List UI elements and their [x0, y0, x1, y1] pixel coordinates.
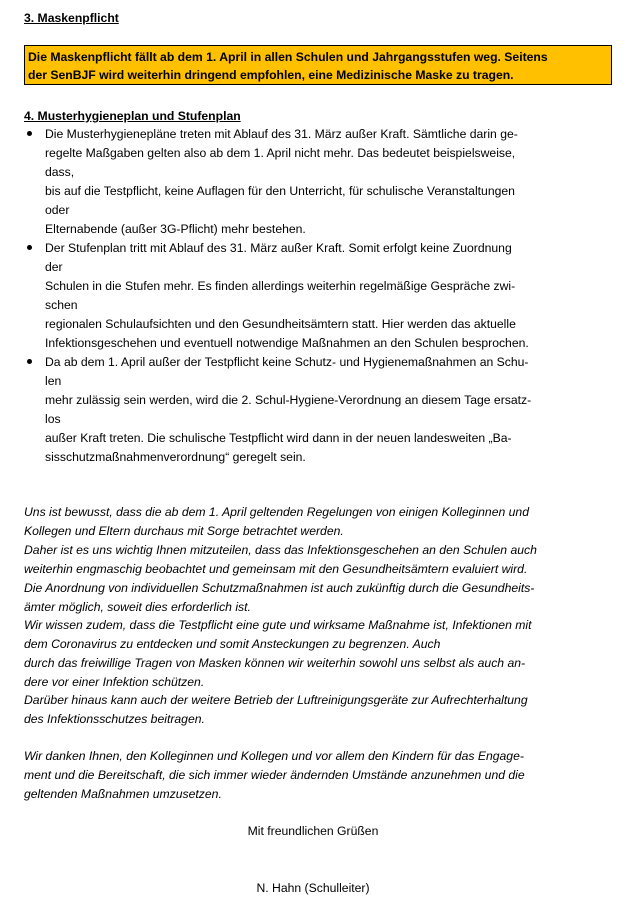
section-4-line: Schulen in die Stufen mehr. Es finden allerdings weiterhin regelmäßige Gespräche zwi- [45, 279, 516, 293]
bullet-marker [27, 359, 32, 364]
section-4-line: regionalen Schulaufsichten und den Gesundheitsämtern statt. Hier werden das aktuelle [45, 317, 516, 331]
bullet-marker [27, 131, 32, 136]
section-3-heading: 3. Maskenpflicht [24, 11, 119, 25]
mask-notice-box [24, 45, 612, 85]
thanks-line: geltenden Maßnahmen umzusetzen. [24, 787, 222, 801]
section-4-line: oder [45, 203, 70, 217]
section-4-line: sisschutzmaßnahmenverordnung“ geregelt sein. [45, 450, 306, 464]
section-4-line: schen [45, 298, 78, 312]
section-4-line: len [45, 374, 62, 388]
section-4-line: Die Musterhygienepläne treten mit Ablauf des 31. März außer Kraft. Sämtliche darin ge- [45, 127, 518, 141]
section-4-heading: 4. Musterhygieneplan und Stufenplan [24, 109, 241, 123]
closing-line: dem Coronavirus zu entdecken und somit Ansteckungen zu begrenzen. Auch [24, 637, 441, 651]
closing-line: dere vor einer Infektion schützen. [24, 675, 205, 689]
thanks-line: Wir danken Ihnen, den Kolleginnen und Kollegen und vor allem den Kindern für das Engage- [24, 749, 524, 763]
section-4-line: los [45, 412, 61, 426]
section-4-line: Der Stufenplan tritt mit Ablauf des 31. März außer Kraft. Somit erfolgt keine Zuordnung [45, 241, 512, 255]
closing-line: Darüber hinaus kann auch der weitere Betrieb der Luftreinigungsgeräte zur Aufrechterhaltung [24, 693, 528, 707]
notice-line: Die Maskenpflicht fällt ab dem 1. April in allen Schulen und Jahrgangsstufen weg. Seitens [28, 50, 548, 64]
section-4-line: Infektionsgeschehen und eventuell notwendige Maßnahmen an den Schulen besprochen. [45, 336, 529, 350]
section-4-line: der [45, 260, 63, 274]
closing-line: durch das freiwillige Tragen von Masken können wir weiterhin sowohl uns selbst als auch an- [24, 656, 526, 670]
section-4-line: dass, [45, 165, 75, 179]
bullet-marker [27, 245, 32, 250]
section-4-line: mehr zulässig sein werden, wird die 2. Schul-Hygiene-Verordnung an diesem Tage ersatz- [45, 393, 532, 407]
closing-line: ämter möglich, soweit dies erforderlich ist. [24, 600, 251, 614]
notice-line: der SenBJF wird weiterhin dringend empfohlen, eine Medizinische Maske zu tragen. [28, 68, 514, 82]
closing-line: des Infektionsschutzes beitragen. [24, 712, 205, 726]
section-4-line: regelte Maßgaben gelten also ab dem 1. April nicht mehr. Das bedeutet beispielsweise, [45, 146, 516, 160]
section-4-line: Da ab dem 1. April außer der Testpflicht keine Schutz- und Hygienemaßnahmen an Schu- [45, 355, 529, 369]
closing-line: Wir wissen zudem, dass die Testpflicht eine gute und wirksame Maßnahme ist, Infektionen mit [24, 618, 532, 632]
closing-line: Die Anordnung von individuellen Schutzmaßnahmen ist auch zukünftig durch die Gesundheits- [24, 581, 535, 595]
closing-line: weiterhin engmaschig beobachtet und gemeinsam mit den Gesundheitsämtern evaluiert wird. [24, 562, 528, 576]
section-4-line: außer Kraft treten. Die schulische Testpflicht wird dann in der neuen landesweiten „Ba- [45, 431, 512, 445]
section-4-line: bis auf die Testpflicht, keine Auflagen für den Unterricht, für schulische Veranstaltungen [45, 184, 515, 198]
closing-line: Kollegen und Eltern durchaus mit Sorge betrachtet werden. [24, 524, 344, 538]
thanks-line: ment und die Bereitschaft, die sich immer wieder ändernden Umstände anzunehmen und die [24, 768, 525, 782]
greeting: Mit freundlichen Grüßen [247, 824, 379, 838]
section-4-line: Elternabende (außer 3G-Pflicht) mehr bestehen. [45, 222, 306, 236]
signature: N. Hahn (Schulleiter) [256, 881, 370, 895]
closing-line: Uns ist bewusst, dass die ab dem 1. April geltenden Regelungen von einigen Kolleginnen und [24, 505, 529, 519]
closing-line: Daher ist es uns wichtig Ihnen mitzuteilen, dass das Infektionsgeschehen an den Schulen auch [24, 543, 537, 557]
